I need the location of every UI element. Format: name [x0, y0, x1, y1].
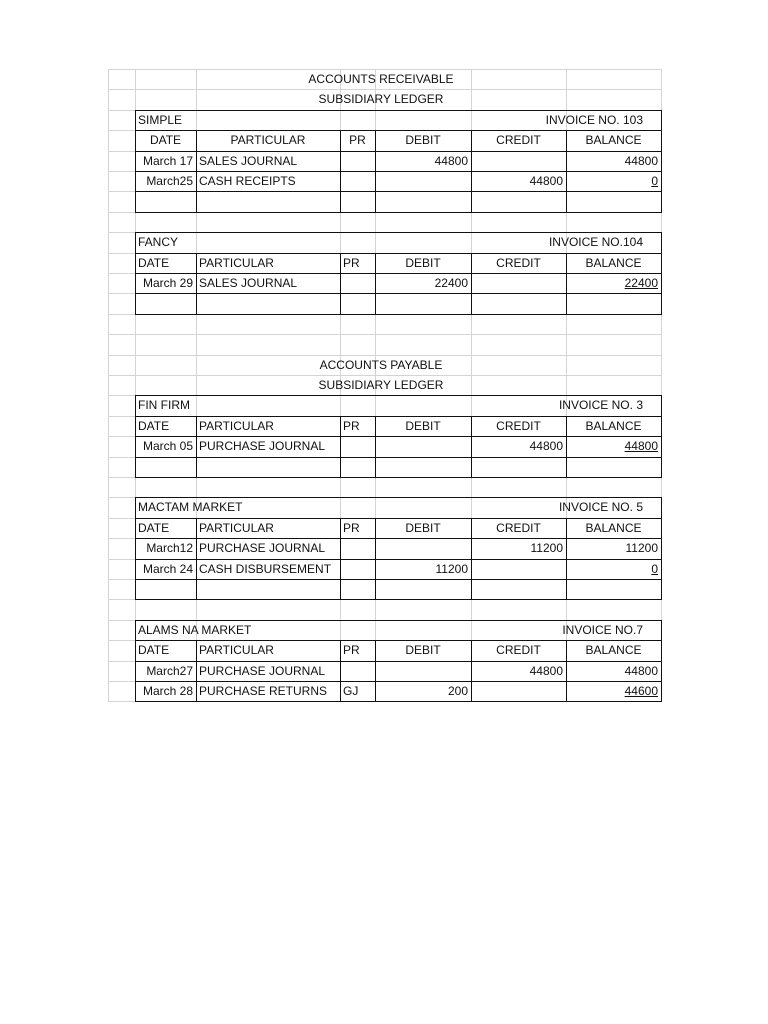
invoice-number: INVOICE NO.7 [562, 622, 643, 637]
cell-balance: 0 [651, 561, 658, 576]
cell-date: March 24 [142, 561, 193, 576]
account-name: ALAMS NA MARKET [138, 622, 252, 637]
cell-date: March 29 [142, 276, 193, 290]
gridline-v [108, 69, 109, 701]
column-header: DEBIT [405, 418, 441, 433]
ledger-row-line [135, 293, 661, 294]
column-header: DATE [138, 255, 170, 270]
cell-debit [375, 661, 471, 681]
gridline-h [108, 334, 661, 335]
cell-balance: 11200 [625, 541, 658, 556]
cell-credit [471, 151, 566, 171]
column-header: DATE [138, 418, 170, 433]
cell-particular: PURCHASE RETURNS [199, 684, 328, 698]
ledger-row-line [135, 579, 661, 580]
column-header: BALANCE [585, 133, 642, 148]
cell-particular: CASH RECEIPTS [199, 174, 296, 188]
cell-debit [375, 436, 471, 456]
column-header: DATE [149, 133, 182, 148]
cell-particular: SALES JOURNAL [199, 276, 298, 290]
column-header: BALANCE [585, 418, 642, 433]
cell-balance: 44800 [624, 439, 658, 454]
cell-pr [340, 559, 375, 579]
invoice-number: INVOICE NO. 3 [558, 398, 643, 413]
column-header: DEBIT [405, 520, 441, 535]
ledger-border [661, 620, 662, 702]
cell-debit: 44800 [434, 153, 468, 168]
cell-debit: 11200 [435, 561, 468, 576]
invoice-number: INVOICE NO.104 [548, 235, 643, 250]
account-name: FIN FIRM [138, 398, 190, 413]
payable-subtitle: SUBSIDIARY LEDGER [318, 378, 444, 392]
cell-debit [375, 538, 471, 558]
cell-particular: CASH DISBURSEMENT [199, 561, 332, 576]
cell-pr [340, 661, 375, 681]
ledger-border [135, 477, 662, 478]
cell-balance: 44600 [624, 684, 658, 698]
account-name: MACTAM MARKET [138, 500, 243, 515]
column-header: CREDIT [496, 643, 541, 658]
ledger-border [661, 232, 662, 314]
column-header: DATE [138, 643, 170, 658]
column-header: CREDIT [496, 133, 541, 148]
cell-credit: 44800 [529, 439, 563, 454]
ledger-border [135, 701, 662, 702]
cell-date: March12 [146, 541, 193, 556]
payable-title: ACCOUNTS PAYABLE [319, 357, 443, 372]
column-header: DEBIT [405, 255, 441, 270]
ledger-border [661, 395, 662, 477]
column-header: PARTICULAR [199, 255, 274, 270]
cell-balance: 44800 [624, 153, 658, 168]
column-header: DEBIT [405, 133, 441, 148]
receivable-subtitle: SUBSIDIARY LEDGER [318, 92, 444, 107]
cell-pr [340, 273, 375, 293]
column-header: PR [343, 418, 360, 433]
cell-balance: 0 [651, 174, 658, 188]
column-header: BALANCE [585, 520, 642, 535]
cell-pr [340, 171, 375, 191]
column-header: PR [343, 643, 360, 658]
cell-particular: PURCHASE JOURNAL [199, 439, 326, 454]
column-header: PARTICULAR [230, 133, 306, 148]
cell-credit: 44800 [529, 663, 563, 678]
ledger-border [661, 110, 662, 212]
cell-particular: PURCHASE JOURNAL [199, 663, 326, 678]
invoice-number: INVOICE NO. 5 [558, 500, 643, 515]
cell-pr [340, 151, 375, 171]
column-header: PR [343, 255, 360, 270]
cell-date: March25 [146, 174, 193, 188]
cell-debit: 22400 [434, 276, 468, 290]
column-header: CREDIT [496, 520, 541, 535]
column-header: PARTICULAR [199, 418, 274, 433]
column-header: CREDIT [496, 418, 541, 433]
cell-credit [471, 559, 566, 579]
cell-balance: 44800 [624, 663, 658, 678]
column-header: CREDIT [496, 255, 541, 270]
cell-credit [471, 273, 566, 293]
cell-credit [471, 681, 566, 701]
ledger-border [135, 314, 662, 315]
ledger-border [661, 497, 662, 599]
cell-pr [340, 538, 375, 558]
ledger-border [135, 212, 662, 213]
ledger-row-line [135, 457, 661, 458]
cell-date: March 28 [142, 684, 193, 698]
cell-credit: 11200 [530, 541, 563, 556]
column-header: DEBIT [405, 643, 441, 658]
column-header: PARTICULAR [199, 643, 274, 658]
cell-date: March27 [146, 663, 193, 678]
cell-debit [375, 171, 471, 191]
ledger-border [135, 599, 662, 600]
column-header: DATE [138, 520, 170, 535]
cell-pr: GJ [343, 684, 359, 698]
cell-particular: SALES JOURNAL [199, 153, 298, 168]
column-header: BALANCE [585, 255, 642, 270]
receivable-title: ACCOUNTS RECEIVABLE [308, 72, 454, 86]
cell-credit: 44800 [529, 174, 563, 188]
column-header: PARTICULAR [199, 520, 274, 535]
cell-particular: PURCHASE JOURNAL [199, 541, 326, 556]
account-name: FANCY [138, 235, 179, 250]
invoice-number: INVOICE NO. 103 [545, 112, 643, 127]
cell-date: March 17 [142, 153, 193, 168]
cell-pr [340, 436, 375, 456]
column-header: PR [343, 520, 360, 535]
cell-debit: 200 [447, 684, 468, 698]
cell-balance: 22400 [624, 276, 658, 290]
ledger-row-line [135, 191, 661, 192]
account-name: SIMPLE [138, 112, 183, 127]
cell-date: March 05 [142, 439, 193, 454]
column-header: BALANCE [585, 643, 642, 658]
column-header: PR [349, 133, 366, 148]
